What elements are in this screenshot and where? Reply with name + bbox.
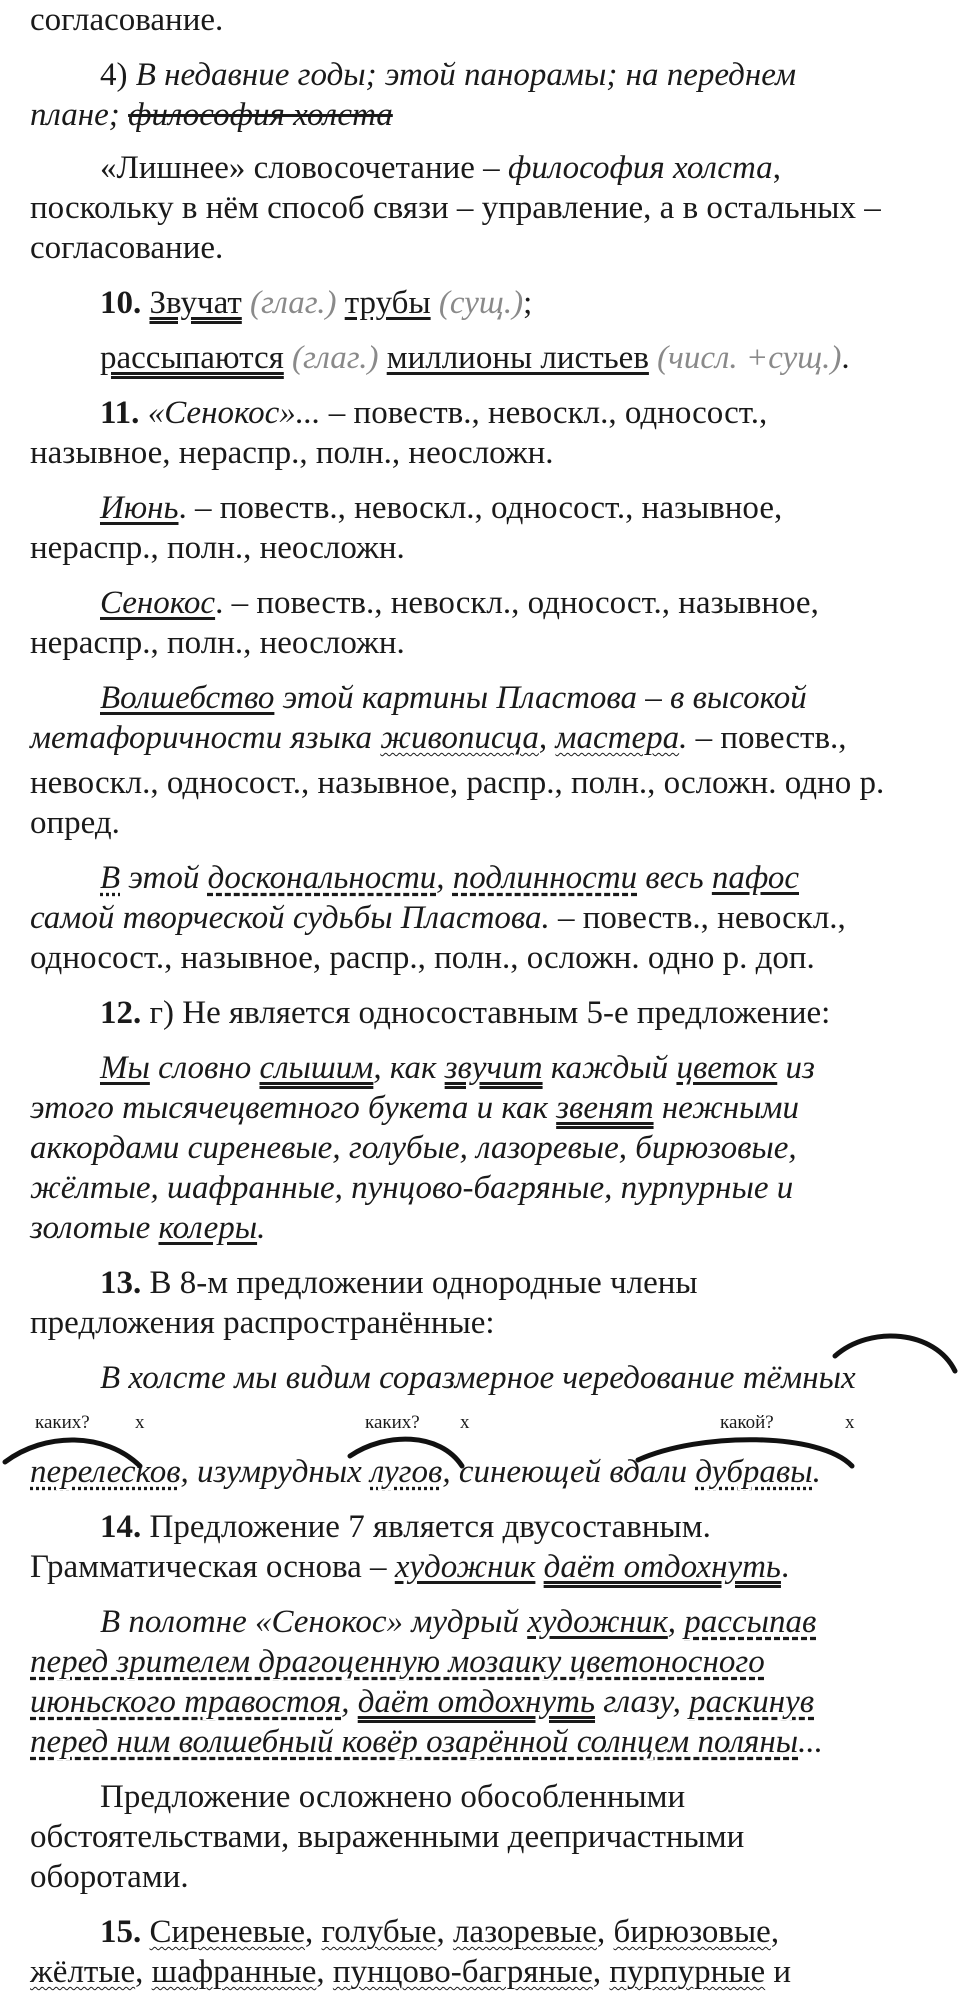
line: перед ним волшебный ковёр озарённой солнцем поляны... <box>30 1724 823 1760</box>
line: Предложение осложнено обособленными <box>100 1779 686 1815</box>
line: самой творческой судьбы Пластова. – повеств., невоскл., <box>30 900 846 936</box>
line: 14. Предложение 7 является двусоставным. <box>100 1509 711 1545</box>
line: односост., назывное, распр., полн., осложн. одно р. доп. <box>30 940 815 976</box>
strikethrough-phrase: философия холста <box>128 97 393 133</box>
task-number: 15. <box>100 1914 150 1950</box>
line: невоскл., односост., назывное, распр., полн., осложн. одно р. <box>30 765 885 801</box>
task-number: 10. <box>100 285 150 321</box>
line: июньского травостоя, даёт отдохнуть глазу, раскинув <box>30 1684 815 1720</box>
line: метафоричности языка живописца, мастера. – повеств., <box>30 720 847 756</box>
task-number: 13. <box>100 1265 150 1301</box>
line: аккордами сиреневые, голубые, лазоревые, бирюзовые, <box>30 1130 797 1166</box>
line: В холсте мы видим соразмерное чередование тёмных <box>100 1360 856 1396</box>
line: 11. «Сенокос»... – повеств., невоскл., односост., <box>100 395 768 431</box>
line: нераспр., полн., неосложн. <box>30 530 405 566</box>
line: 15. Сиреневые, голубые, лазоревые, бирюзовые, <box>100 1914 780 1950</box>
line: 12. г) Не является односоставным 5-е предложение: <box>100 995 831 1031</box>
line: плане; философия холста <box>30 97 393 133</box>
line: этого тысячецветного букета и как звенят нежными <box>30 1090 799 1126</box>
question-label: х <box>135 1412 145 1433</box>
line: 4) В недавние годы; этой панорамы; на переднем <box>100 57 797 93</box>
line: 10. Звучат (глаг.) трубы (сущ.); <box>100 285 533 321</box>
question-label: каких? <box>365 1412 420 1433</box>
task-number: 12. <box>100 995 150 1031</box>
question-label: х <box>460 1412 470 1433</box>
question-label: какой? <box>720 1412 774 1433</box>
question-label: каких? <box>35 1412 90 1433</box>
line: В этой доскональности, подлинности весь пафос <box>100 860 799 896</box>
line: опред. <box>30 805 120 841</box>
line: Мы словно слышим, как звучит каждый цветок из <box>100 1050 815 1086</box>
line: жёлтые, шафранные, пунцово-багряные, пурпурные и <box>30 1170 794 1206</box>
line: 13. В 8-м предложении однородные члены <box>100 1265 698 1301</box>
question-label: х <box>845 1412 855 1433</box>
line: поскольку в нём способ связи – управление, а в остальных – <box>30 190 881 226</box>
line: перелесков, изумрудных лугов, синеющей вдали дубравы. <box>30 1454 821 1490</box>
line: Грамматическая основа – художник даёт отдохнуть. <box>30 1549 790 1585</box>
line: оборотами. <box>30 1859 189 1895</box>
line: «Лишнее» словосочетание – философия холста, <box>100 150 781 186</box>
line: золотые колеры. <box>30 1210 266 1246</box>
line: Июнь. – повеств., невоскл., односост., назывное, <box>100 490 783 526</box>
line: Сенокос. – повеств., невоскл., односост., назывное, <box>100 585 819 621</box>
line: назывное, нераспр., полн., неосложн. <box>30 435 554 471</box>
line: Волшебство этой картины Пластова – в высокой <box>100 680 807 716</box>
line: В полотне «Сенокос» мудрый художник, рассыпав <box>100 1604 817 1640</box>
task-number: 14. <box>100 1509 150 1545</box>
line: нераспр., полн., неосложн. <box>30 625 405 661</box>
line: согласование. <box>30 230 224 266</box>
line: согласование. <box>30 2 224 38</box>
line: жёлтые, шафранные, пунцово-багряные, пурпурные и <box>30 1954 792 1990</box>
line: обстоятельствами, выраженными деепричастными <box>30 1819 745 1855</box>
line: перед зрителем драгоценную мозаику цветоносного <box>30 1644 765 1680</box>
line: рассыпаются (глаг.) миллионы листьев (числ. +сущ.). <box>100 340 850 376</box>
line: предложения распространённые: <box>30 1305 495 1341</box>
task-number: 11. <box>100 395 148 431</box>
